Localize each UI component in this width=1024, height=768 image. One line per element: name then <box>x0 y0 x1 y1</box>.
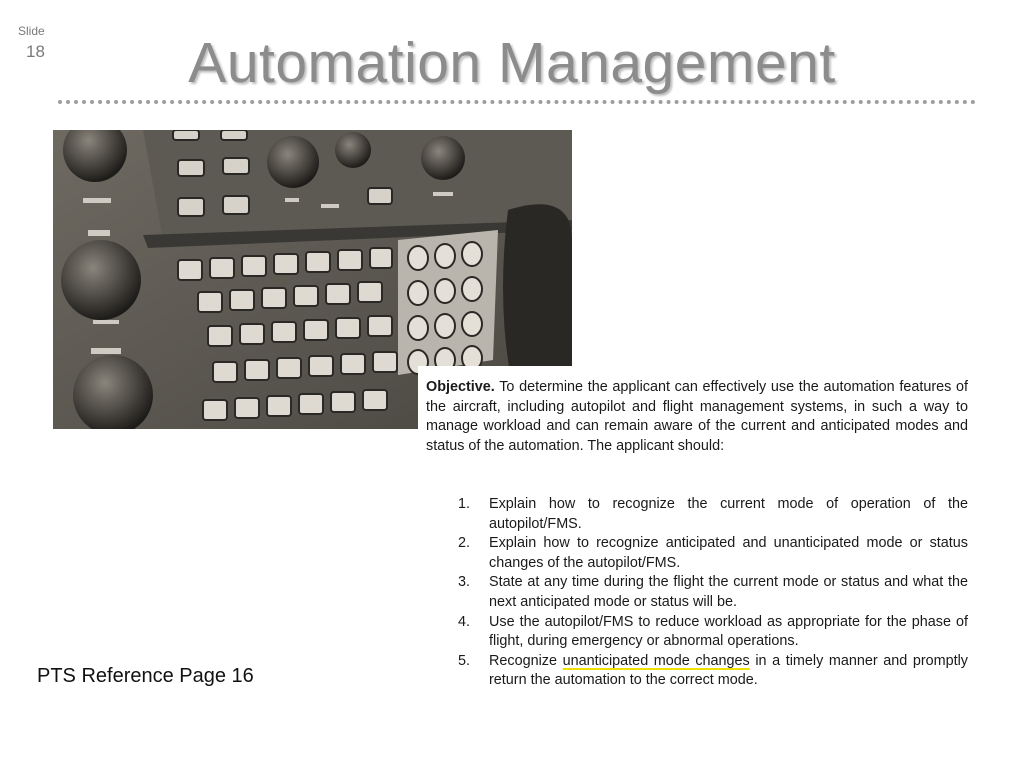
objective-text: To determine the applicant can effectively use the automation features of the aircraft, including autopilot and flight management systems, in such a way to manage workload and can remain aware of the current and anticipated modes and status of the automation. The applicant should: <box>426 379 968 454</box>
list-item-text: State at any time during the flight the current mode or status and what the next anticipated mode or status will be. <box>489 574 968 610</box>
list-item-text: Explain how to recognize anticipated and unanticipated mode or status changes of the autopilot/FMS. <box>489 535 968 571</box>
list-item <box>458 613 968 652</box>
slide-label: Slide <box>18 24 45 38</box>
list-item-number: 4. <box>458 613 471 630</box>
list-item-text: Explain how to recognize the current mode of operation of the autopilot/FMS. <box>489 496 968 532</box>
list-item-number: 1. <box>458 496 471 512</box>
slide-number: 18 <box>26 42 45 61</box>
list-item-number: 3. <box>458 574 471 591</box>
list-item <box>458 495 968 534</box>
list-item <box>458 573 968 612</box>
title-divider <box>58 100 976 104</box>
highlighted-phrase: unanticipated mode changes <box>562 652 750 669</box>
objective-paragraph <box>426 378 968 456</box>
list-item <box>458 652 968 691</box>
list-item-text-end: in a timely manner and promptly return the automation to the correct mode. <box>489 652 969 689</box>
objective-list <box>458 495 968 691</box>
pts-reference-note: PTS Reference Page 16 <box>37 665 254 687</box>
list-item-number: 5. <box>458 652 471 669</box>
slide-title: Automation Management <box>188 31 836 95</box>
list-item-text: Use the autopilot/FMS to reduce workload as appropriate for the phase of flight, during emergency or abnormal operations. <box>489 613 968 650</box>
pts-objective-excerpt <box>418 366 978 702</box>
list-item-number: 2. <box>458 535 471 552</box>
list-item <box>458 534 968 573</box>
list-item-text-start: Recognize <box>489 652 563 669</box>
objective-label: Objective. <box>426 379 495 395</box>
